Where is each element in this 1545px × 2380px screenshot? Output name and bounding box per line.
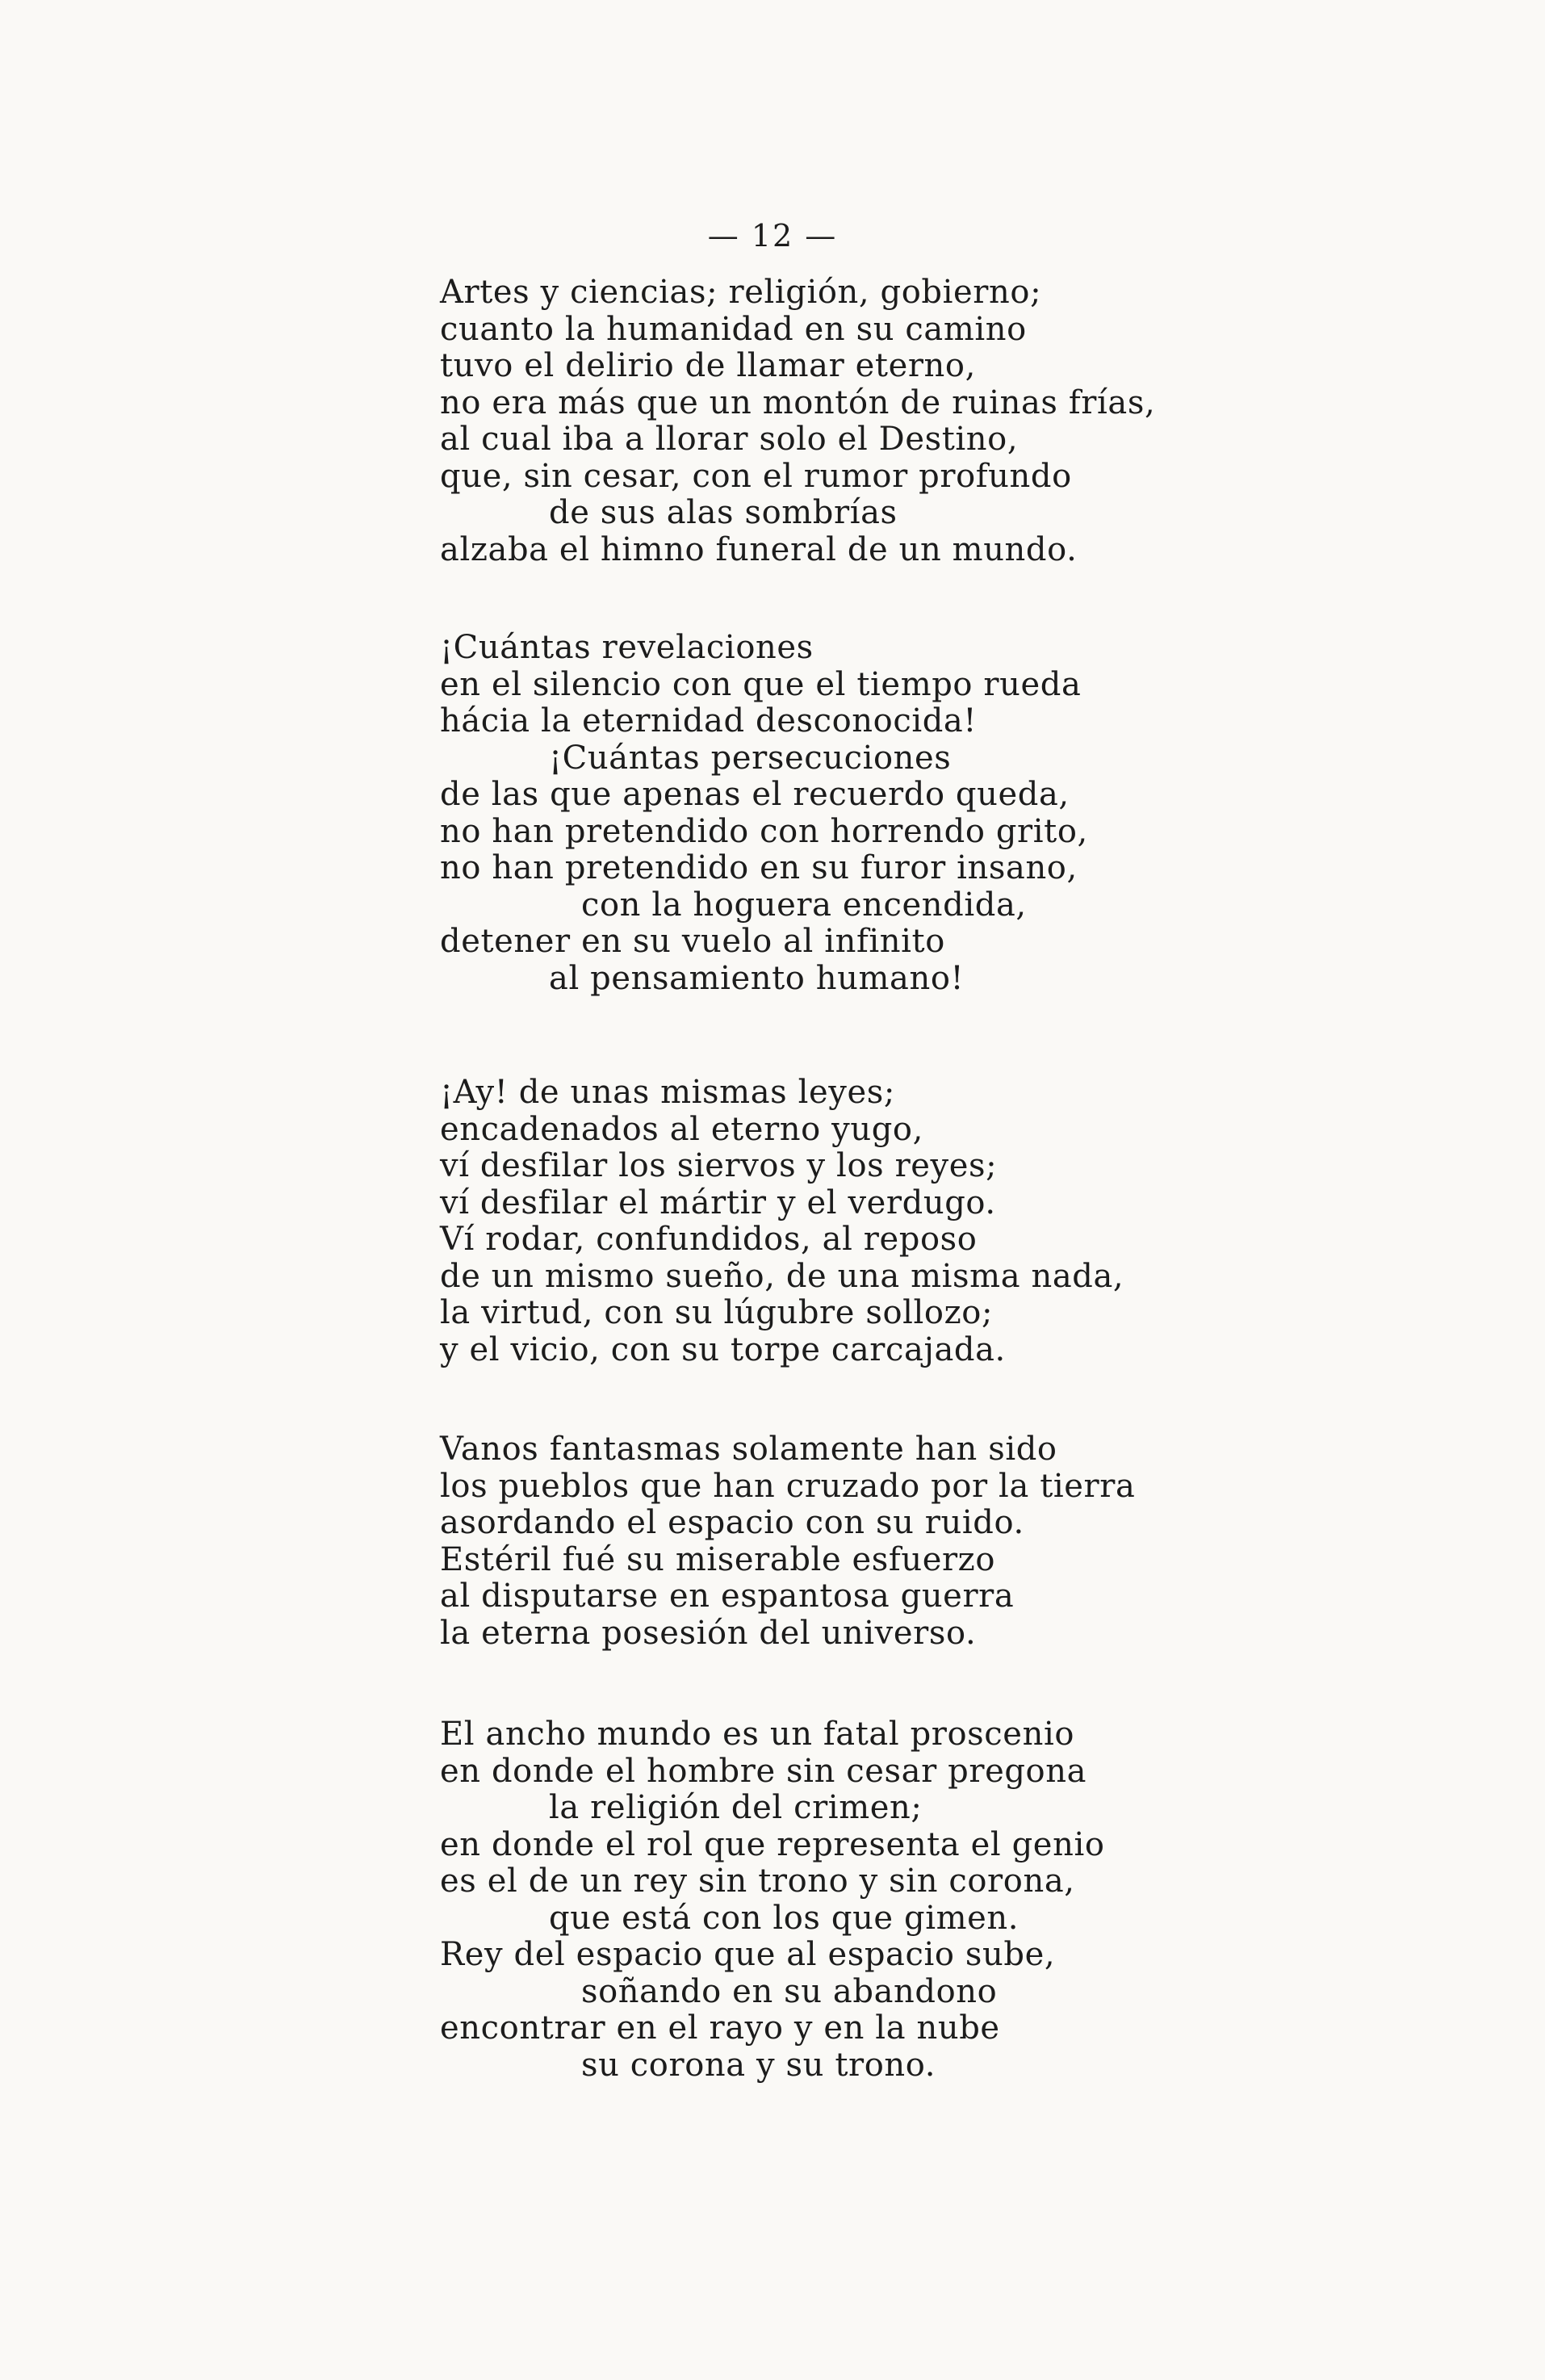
verse-line: cuanto la humanidad en su camino	[440, 310, 1027, 348]
verse-line: en donde el hombre sin cesar pregona	[440, 1752, 1087, 1790]
verse-line: El ancho mundo es un fatal proscenio	[440, 1716, 1075, 1753]
verse-line: Artes y ciencias; religión, gobierno;	[440, 274, 1042, 311]
verse-line: que está con los que gimen.	[549, 1899, 1020, 1937]
verse-line: Estéril fué su miserable esfuerzo	[440, 1540, 996, 1578]
stanza	[440, 1716, 1538, 2084]
stanza	[440, 630, 1538, 997]
verse-line: que, sin cesar, con el rumor profundo	[440, 457, 1072, 495]
verse-line: detener en su vuelo al infinito	[440, 923, 945, 960]
stanza	[440, 1431, 1538, 1652]
stanza	[440, 1075, 1538, 1368]
verse-line: ¡Ay! de unas mismas leyes;	[440, 1074, 895, 1111]
verse-line: ví desfilar los siervos y los reyes;	[440, 1147, 998, 1184]
verse-line: con la hoguera encendida,	[581, 886, 1027, 924]
verse-line: la eterna posesión del universo.	[440, 1614, 977, 1652]
verse-line: encontrar en el rayo y en la nube	[440, 2009, 1000, 2047]
verse-line: tuvo el delirio de llamar eterno,	[440, 347, 976, 384]
verse-line: no han pretendido en su furor insano,	[440, 849, 1078, 886]
poem-body	[440, 274, 1538, 2084]
verse-line: no han pretendido con horrendo grito,	[440, 812, 1088, 850]
verse-line: asordando el espacio con su ruido.	[440, 1504, 1024, 1541]
verse-line: Rey del espacio que al espacio sube,	[440, 1936, 1056, 1973]
verse-line: la religión del crimen;	[549, 1789, 923, 1826]
verse-line: en donde el rol que representa el genio	[440, 1825, 1105, 1863]
verse-line: ¡Cuántas revelaciones	[440, 629, 814, 666]
stanza	[440, 274, 1538, 568]
verse-line: Vanos fantasmas solamente han sido	[440, 1431, 1057, 1468]
verse-line: de un mismo sueño, de una misma nada,	[440, 1257, 1124, 1295]
verse-line: de las que apenas el recuerdo queda,	[440, 776, 1070, 813]
verse-line: alzaba el himno funeral de un mundo.	[440, 530, 1078, 568]
verse-line: de sus alas sombrías	[549, 494, 898, 531]
page-number: — 12 —	[707, 218, 838, 254]
verse-line: ví desfilar el mártir y el verdugo.	[440, 1184, 996, 1221]
verse-line: al disputarse en espantosa guerra	[440, 1578, 1015, 1615]
verse-line: y el vicio, con su torpe carcajada.	[440, 1330, 1006, 1368]
verse-line: su corona y su trono.	[581, 2046, 936, 2084]
verse-line: es el de un rey sin trono y sin corona,	[440, 1863, 1075, 1900]
verse-line: los pueblos que han cruzado por la tierra	[440, 1467, 1136, 1505]
verse-line: hácia la eternidad desconocida!	[440, 702, 978, 740]
verse-line: soñando en su abandono	[581, 1972, 998, 2010]
verse-line: al cual iba a llorar solo el Destino,	[440, 421, 1019, 458]
verse-line: encadenados al eterno yugo,	[440, 1110, 923, 1148]
verse-line: en el silencio con que el tiempo rueda	[440, 665, 1082, 703]
verse-line: al pensamiento humano!	[549, 959, 965, 997]
verse-line: Ví rodar, confundidos, al reposo	[440, 1221, 978, 1258]
verse-line: no era más que un montón de ruinas frías,	[440, 383, 1156, 421]
verse-line: la virtud, con su lúgubre sollozo;	[440, 1294, 994, 1331]
verse-line: ¡Cuántas persecuciones	[549, 739, 952, 777]
